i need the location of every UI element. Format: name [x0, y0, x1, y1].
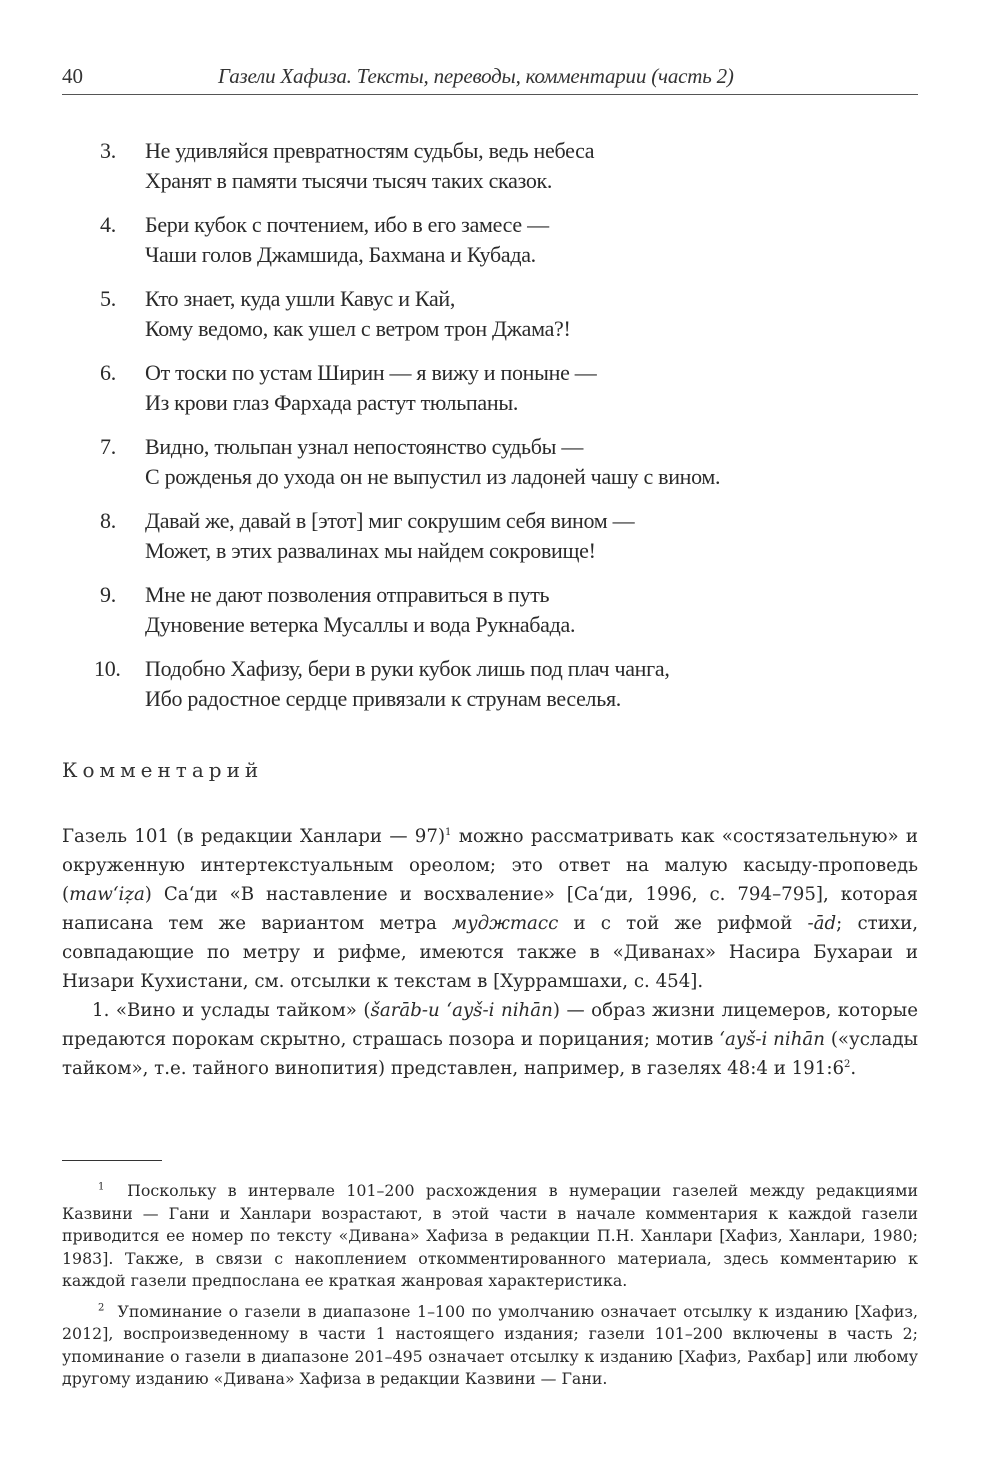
- verse-line: Кому ведомо, как ушел с ветром трон Джама?!: [145, 316, 571, 341]
- couplet-number: 5.: [100, 286, 116, 311]
- commentary-body: [62, 822, 918, 1083]
- couplet: [94, 654, 900, 714]
- verse-line: С рожденья до ухода он не выпустил из ладоней чашу с вином.: [145, 464, 721, 489]
- couplet: [100, 210, 900, 270]
- poem-translation: [94, 136, 900, 728]
- text-run: .: [850, 1058, 857, 1079]
- verse-line: Чаши голов Джамшида, Бахмана и Кубада.: [145, 242, 536, 267]
- couplet-number: 3.: [100, 138, 116, 163]
- couplet: [100, 136, 900, 196]
- verse-line: От тоски по устам Ширин — я вижу и поныне —: [145, 360, 597, 385]
- rhyme: -ād: [807, 913, 837, 934]
- verse-line: Кто знает, куда ушли Кавус и Кай,: [145, 286, 456, 311]
- couplet: [100, 506, 900, 566]
- couplet: [100, 580, 900, 640]
- transliteration: maw‘iẓa: [69, 884, 145, 905]
- verse-line: Ибо радостное сердце привязали к струнам веселья.: [145, 686, 621, 711]
- footnote-ref[interactable]: 1: [445, 826, 452, 838]
- footnote-separator: [62, 1160, 162, 1161]
- commentary-paragraph: [62, 822, 918, 996]
- text-run: ; стихи, совпадающие по метру и рифме, имеются также в «Диванах» Насира Бухараи и Низари Кухистани, см. отсылки к текстам в [Хуррамшахи, с. 454].: [62, 913, 918, 992]
- page-header: [62, 62, 918, 95]
- couplet: [100, 432, 900, 492]
- couplet: [100, 284, 900, 344]
- couplet-number: 6.: [100, 360, 116, 385]
- section-heading-commentary: Комментарий: [62, 758, 264, 782]
- couplet-number: 4.: [100, 212, 116, 237]
- verse-line: Видно, тюльпан узнал непостоянство судьбы —: [145, 434, 584, 459]
- verse-line: Не удивляйся превратностям судьбы, ведь небеса: [145, 138, 595, 163]
- couplet-number: 8.: [100, 508, 116, 533]
- footnote-text: Упоминание о газели в диапазоне 1–100 по умолчанию означает отсылку к изданию [Хафиз, 2012], воспроизведенному в части 1 настоящего издания; газели 101–200 включены в часть 2; упоминание о газели в диапазоне 201–495 означает отсылку к изданию [Хафиз, Рахбар] или любому другому изданию «Дивана» Хафиза в редакции Казвини — Гани.: [62, 1301, 919, 1388]
- text-run: можно рассматривать как «состязательную» и окруженную интертекстуальным ореолом; это ответ на малую касыду-проповедь (: [62, 826, 918, 905]
- verse-line: Дуновение ветерка Мусаллы и вода Рукнабада.: [145, 612, 576, 637]
- text-run: 1. «Вино и услады тайком» (: [92, 1000, 371, 1021]
- verse-line: Бери кубок с почтением, ибо в его замесе —: [145, 212, 549, 237]
- text-run: ) — образ жизни лицемеров, которые предаются порокам скрытно, страшась позора и порицания; мотив: [62, 1000, 918, 1050]
- transliteration: ‘ayš-i nihān: [719, 1029, 825, 1050]
- text-run: («услады тайком», т.е. тайного винопития) представлен, например, в газелях 48:4 и 191:6: [62, 1029, 919, 1079]
- text-run: ) Са‘ди «В наставление и восхваление» [Са‘ди, 1996, с. 794–795], которая написана тем же вариантом метра: [62, 884, 918, 934]
- transliteration: šarāb-u ‘ayš-i nihān: [370, 1000, 553, 1021]
- verse-line: Из крови глаз Фархада растут тюльпаны.: [145, 390, 519, 415]
- verse-line: Хранят в памяти тысячи тысяч таких сказок.: [145, 168, 553, 193]
- verse-line: Мне не дают позволения отправиться в путь: [145, 582, 550, 607]
- page-number: 40: [62, 64, 83, 88]
- footnote-text: Поскольку в интервале 101–200 расхождения в нумерации газелей между редакциями Казвини — Гани и Ханлари возрастают, в этой части в начале комментария к каждой газели приводится ее номер по тексту «Дивана» Хафиза в редакции П.Н. Ханлари [Хафиз, Ханлари, 1980; 1983]. Также, в связи с накоплением откомментированного материала, здесь комментарию к каждой газели предпослана ее краткая жанровая характеристика.: [62, 1181, 918, 1290]
- couplet-number: 10.: [94, 656, 121, 681]
- footnote: [62, 1301, 918, 1391]
- commentary-paragraph: [62, 996, 918, 1083]
- footnote: [62, 1180, 918, 1293]
- footnote-mark: 1: [98, 1181, 105, 1193]
- couplet-number: 7.: [100, 434, 116, 459]
- running-title: Газели Хафиза. Тексты, переводы, комментарии (часть 2): [218, 64, 734, 88]
- footnote-ref[interactable]: 2: [844, 1058, 851, 1070]
- verse-line: Может, в этих развалинах мы найдем сокровище!: [145, 538, 596, 563]
- footnote-mark: 2: [98, 1302, 105, 1314]
- footnotes: [62, 1180, 918, 1399]
- verse-line: Давай же, давай в [этот] миг сокрушим себя вином —: [145, 508, 635, 533]
- text-run: и с той же рифмой: [558, 913, 808, 934]
- couplet-number: 9.: [100, 582, 116, 607]
- text-run: Газель 101 (в редакции Ханлари — 97): [62, 826, 446, 847]
- couplet: [100, 358, 900, 418]
- verse-line: Подобно Хафизу, бери в руки кубок лишь под плач чанга,: [145, 656, 670, 681]
- meter-name: муджтасс: [451, 913, 559, 934]
